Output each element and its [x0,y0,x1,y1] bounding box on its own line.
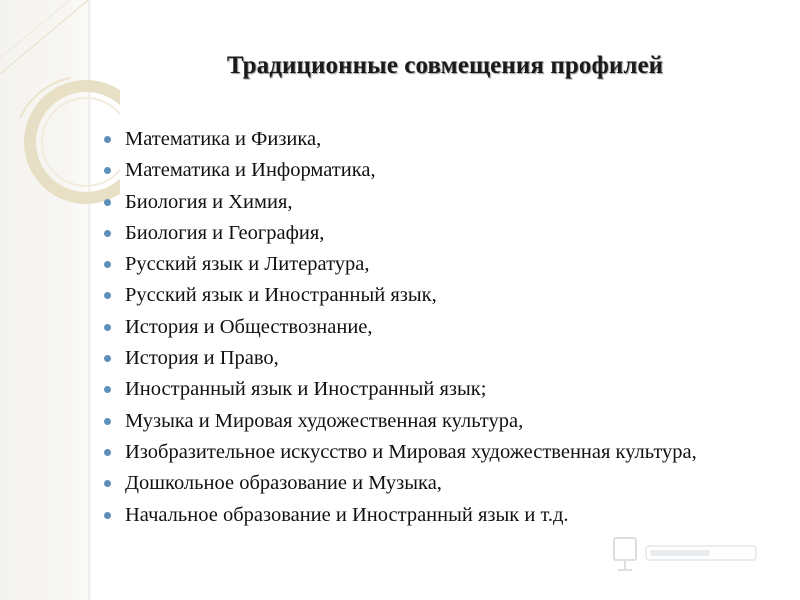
profile-combinations-list [104,124,774,531]
list-item [104,500,774,531]
list-item [104,437,774,468]
list-item [104,343,774,374]
decorative-rings-icon [0,0,120,240]
bullet-icon [104,355,111,362]
bullet-icon [104,167,111,174]
list-item [104,249,774,280]
bullet-icon [104,449,111,456]
bullet-icon [104,324,111,331]
list-item-text: Математика и Физика, [125,128,322,150]
list-item-text: Дошкольное образование и Музыка, [125,472,442,495]
list-item-text: Математика и Информатика, [125,159,376,182]
bullet-icon [104,199,111,206]
list-item-text: Русский язык и Литература, [125,253,370,276]
list-item [104,374,774,405]
list-item [104,406,774,437]
list-item-text: Биология и География, [125,221,325,244]
bullet-icon [104,136,111,143]
list-item-text: Русский язык и Иностранный язык, [125,284,437,307]
list-item [104,312,774,343]
bullet-icon [104,261,111,268]
bullet-icon [104,418,111,425]
presentation-watermark-icon [610,532,770,576]
bullet-icon [104,230,111,237]
list-item [104,155,774,186]
list-item-text: Биология и Химия, [125,190,293,213]
bullet-icon [104,480,111,487]
slide-title: Традиционные совмещения профилей [226,52,664,79]
list-item-text: Музыка и Мировая художественная культура, [125,409,524,432]
bullet-icon [104,386,111,393]
list-item [104,218,774,249]
list-item-text: Начальное образование и Иностранный язык и т.д. [125,503,569,526]
list-item-text: История и Право, [125,347,279,370]
bullet-icon [104,512,111,519]
list-item-text: История и Обществознание, [125,315,373,338]
bullet-icon [104,292,111,299]
list-item [104,187,774,218]
list-item [104,468,774,499]
list-item [104,124,774,155]
list-item-text: Иностранный язык и Иностранный язык; [125,378,487,401]
list-item [104,280,774,311]
list-item-text: Изобразительное искусство и Мировая художественная культура, [125,440,697,463]
